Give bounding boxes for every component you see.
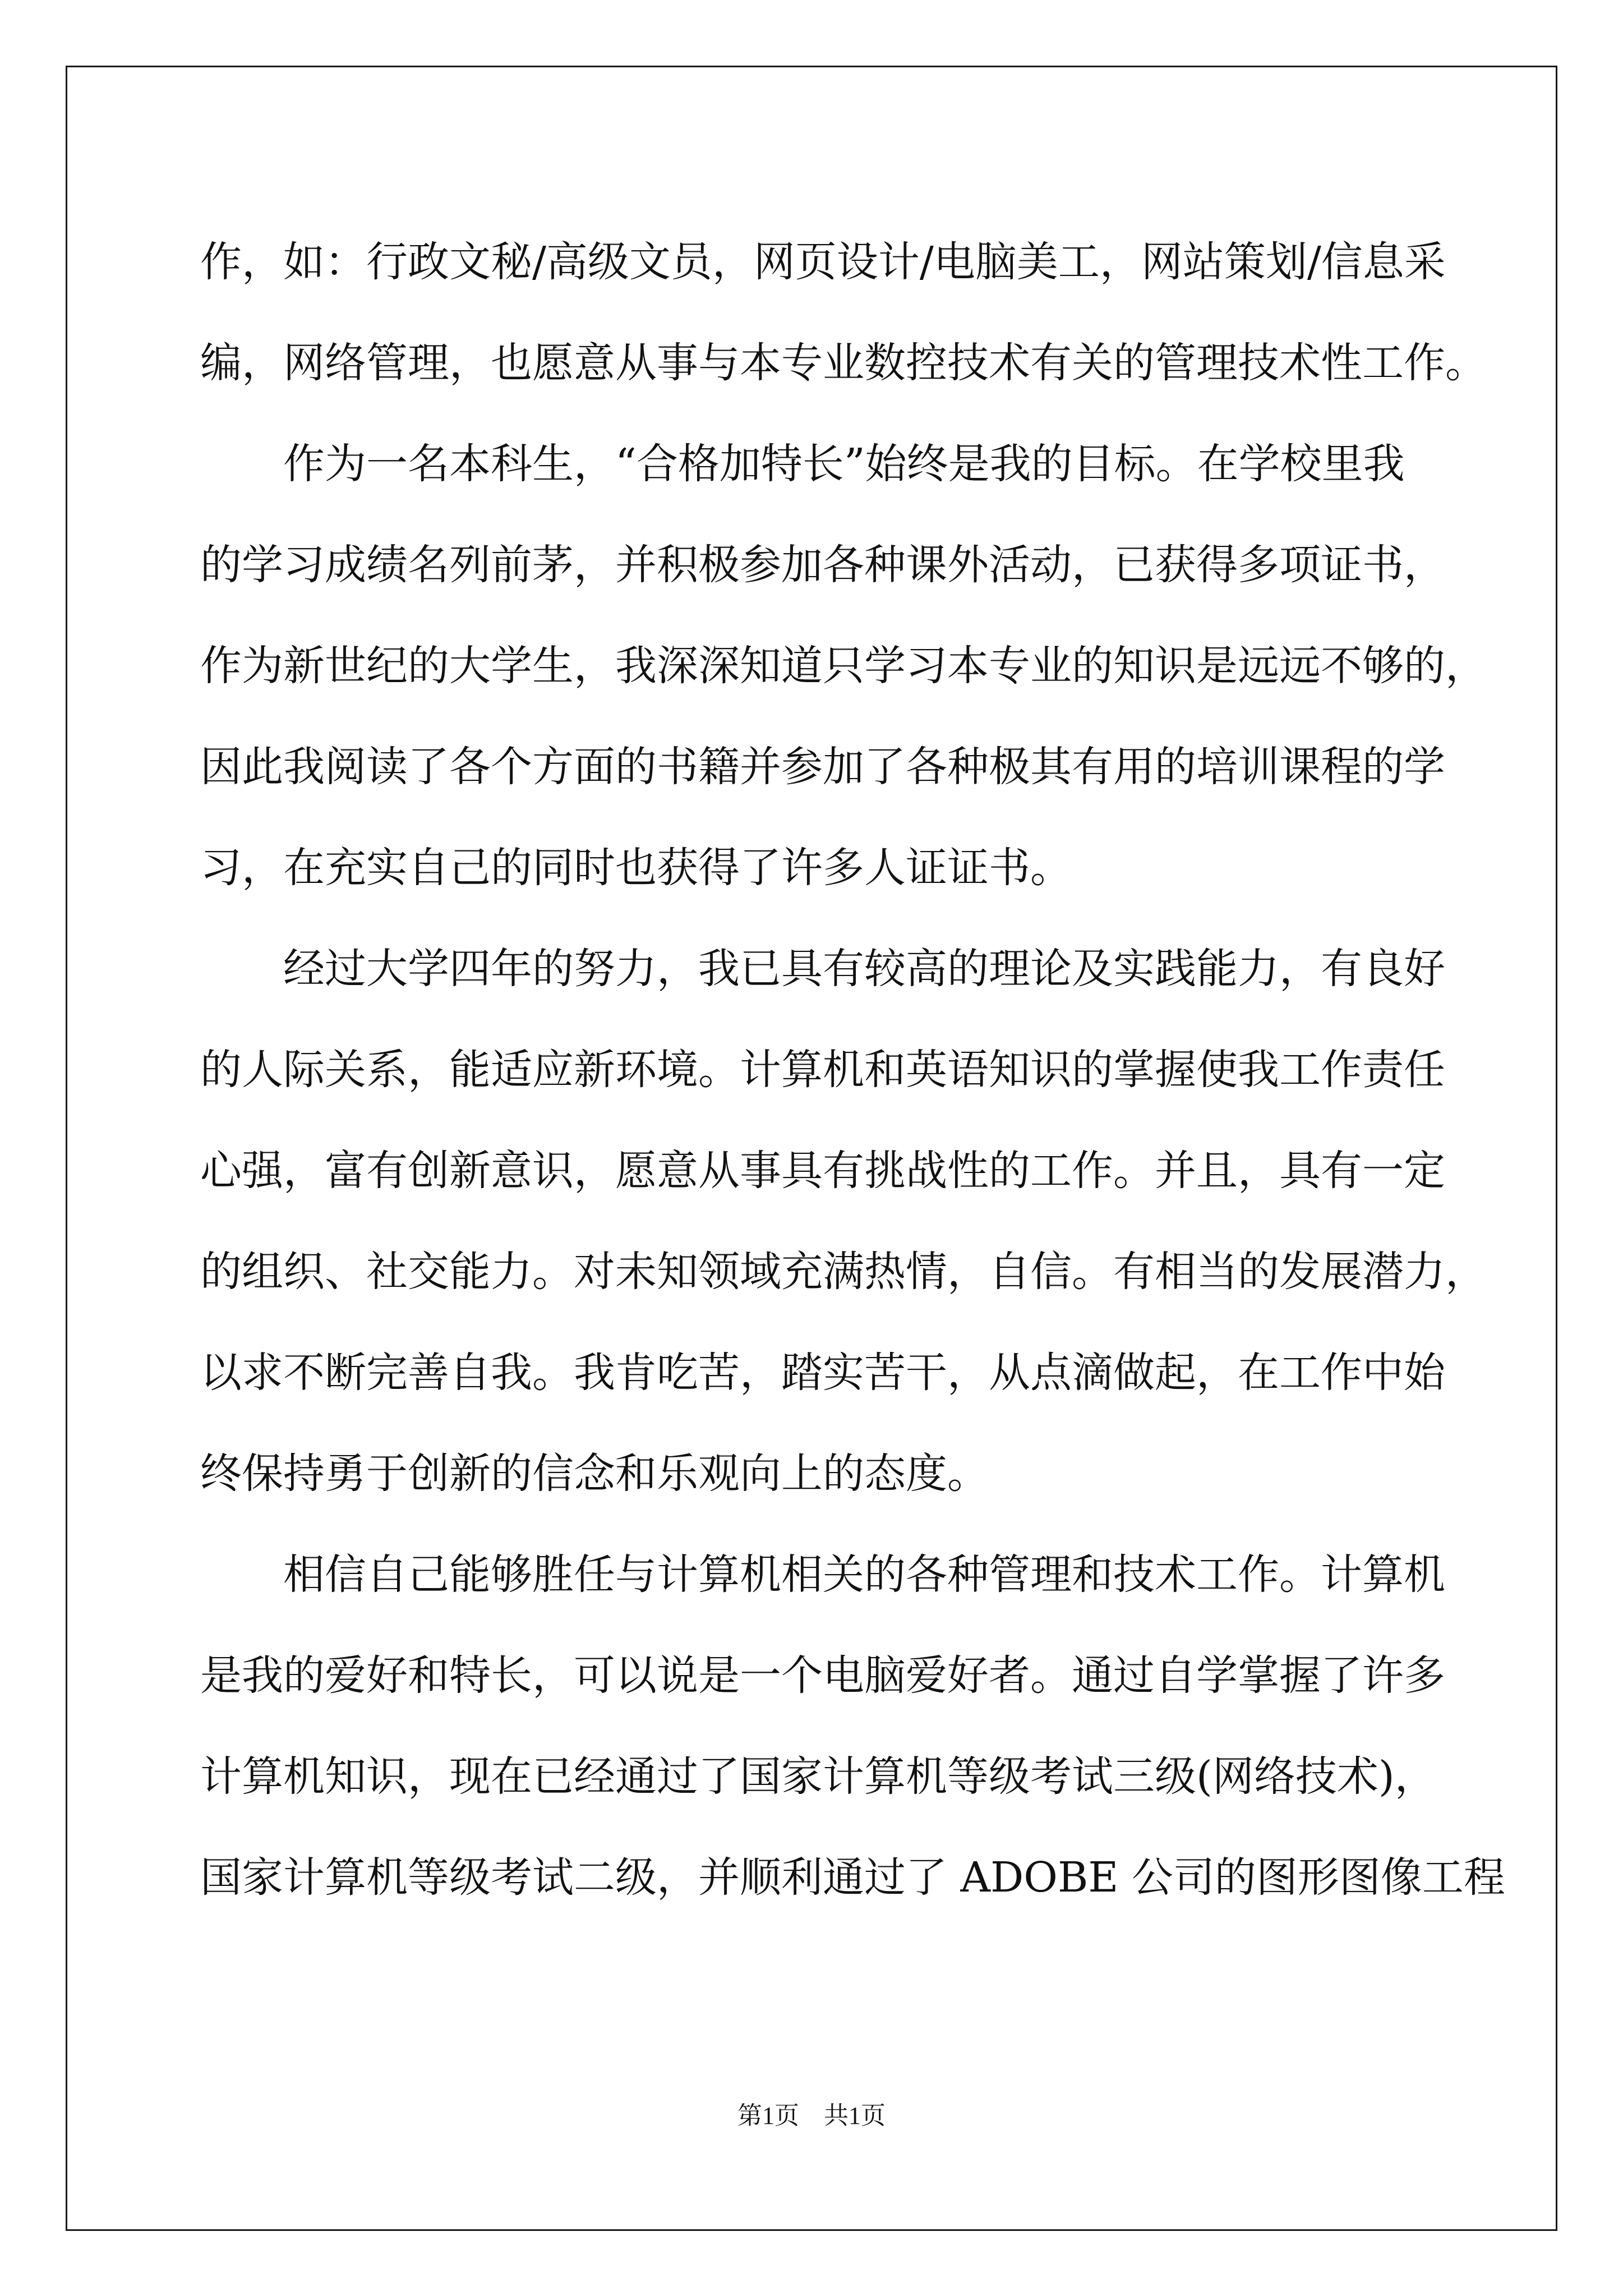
text-line: 经过大学四年的努力，我已具有较高的理论及实践能力，有良好 xyxy=(200,945,1445,993)
text-line: 相信自己能够胜任与计算机相关的各种管理和技术工作。计算机 xyxy=(200,1550,1445,1599)
text-line: 作为新世纪的大学生，我深深知道只学习本专业的知识是远远不够的， xyxy=(200,642,1487,690)
text-line: 心强，富有创新意识，愿意从事具有挑战性的工作。并且，具有一定 xyxy=(200,1147,1445,1195)
text-line: 因此我阅读了各个方面的书籍并参加了各种极其有用的培训课程的学 xyxy=(200,743,1445,791)
text-line: 习，在充实自己的同时也获得了许多人证证书。 xyxy=(200,844,1072,892)
text-line: 是我的爱好和特长，可以说是一个电脑爱好者。通过自学掌握了许多 xyxy=(200,1651,1445,1700)
text-line: 的学习成绩名列前茅，并积极参加各种课外活动，已获得多项证书， xyxy=(200,541,1445,589)
text-line: 编，网络管理，也愿意从事与本专业数控技术有关的管理技术性工作。 xyxy=(200,339,1487,387)
text-line: 计算机知识，现在已经通过了国家计算机等级考试三级(网络技术)， xyxy=(200,1752,1436,1801)
text-line: 作为一名本科生，“合格加特长”始终是我的目标。在学校里我 xyxy=(200,440,1405,488)
text-line: 终保持勇于创新的信念和乐观向上的态度。 xyxy=(200,1450,989,1498)
text-line: 的人际关系，能适应新环境。计算机和英语知识的掌握使我工作责任 xyxy=(200,1046,1445,1094)
text-line: 以求不断完善自我。我肯吃苦，踏实苦干，从点滴做起，在工作中始 xyxy=(200,1349,1445,1397)
page-number-footer: 第1页 共1页 xyxy=(737,2102,886,2129)
text-line: 国家计算机等级考试二级，并顺利通过了 ADOBE 公司的图形图像工程 xyxy=(200,1853,1505,1902)
text-line: 作，如：行政文秘/高级文员，网页设计/电脑美工，网站策划/信息采 xyxy=(200,238,1446,286)
document-body xyxy=(200,211,1505,1928)
text-line: 的组织、社交能力。对未知领域充满热情，自信。有相当的发展潜力， xyxy=(200,1248,1487,1296)
